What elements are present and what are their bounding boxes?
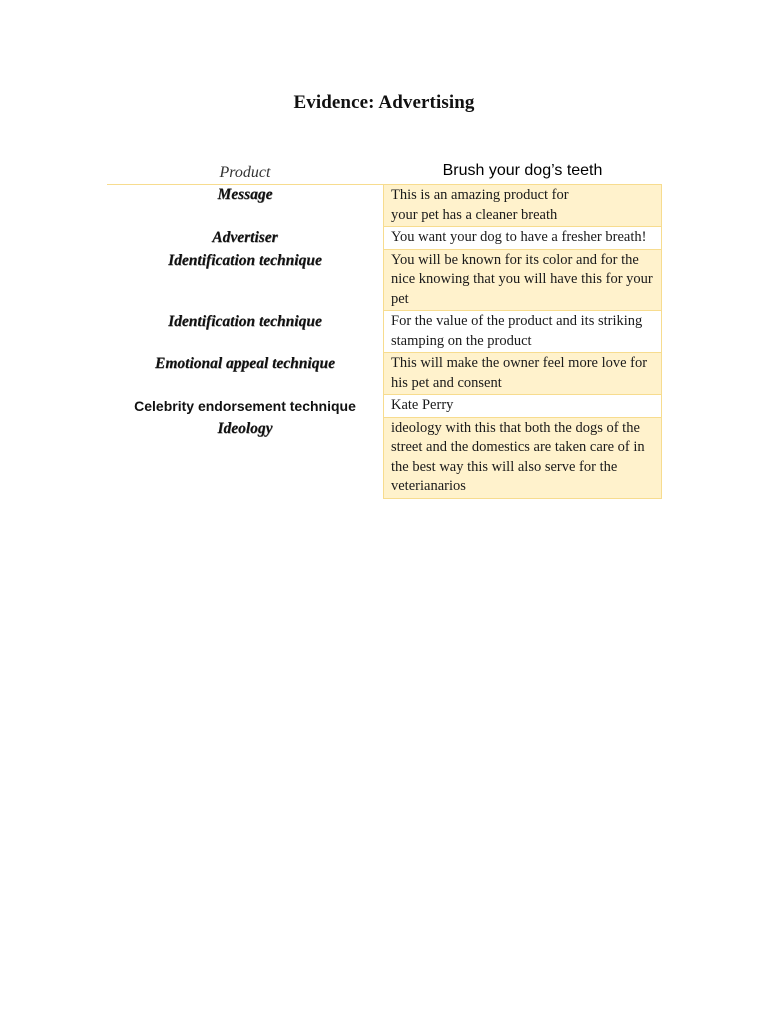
table-row [107,250,662,312]
product-value: Brush your dog’s teeth [442,162,603,179]
row-label-identification-2: Identification technique [168,313,322,330]
row-label-emotional-appeal: Emotional appeal technique [155,355,335,372]
table-row [107,353,662,395]
row-value-advertiser: You want your dog to have a fresher breath! [383,227,662,250]
table-header-row [107,162,662,185]
row-label-advertiser: Advertiser [212,229,278,246]
row-label-message: Message [217,186,273,203]
product-label: Product [219,164,271,181]
row-label-identification-1: Identification technique [168,251,322,269]
row-value-message: This is an amazing product for your pet has a cleaner breath [383,184,662,227]
page-title: Evidence: Advertising [293,92,475,113]
table-row [107,418,662,499]
table-row [107,227,662,250]
row-value-identification-2: For the value of the product and its striking stamping on the product [383,311,662,353]
table-row [107,311,662,353]
table-row [107,184,662,227]
row-value-celebrity-endorsement: Kate Perry [383,395,662,418]
row-value-emotional-appeal: This will make the owner feel more love for his pet and consent [383,353,662,395]
row-label-celebrity-endorsement: Celebrity endorsement technique [134,398,356,414]
row-value-identification-1: You will be known for its color and for the nice knowing that you will have this for your pet [383,250,662,312]
row-value-ideology: ideology with this that both the dogs of the street and the domestics are taken care of in the best way this will also serve for the veterianarios [383,418,662,499]
row-label-ideology: Ideology [217,419,273,437]
evidence-table [107,184,662,499]
table-row [107,395,662,418]
